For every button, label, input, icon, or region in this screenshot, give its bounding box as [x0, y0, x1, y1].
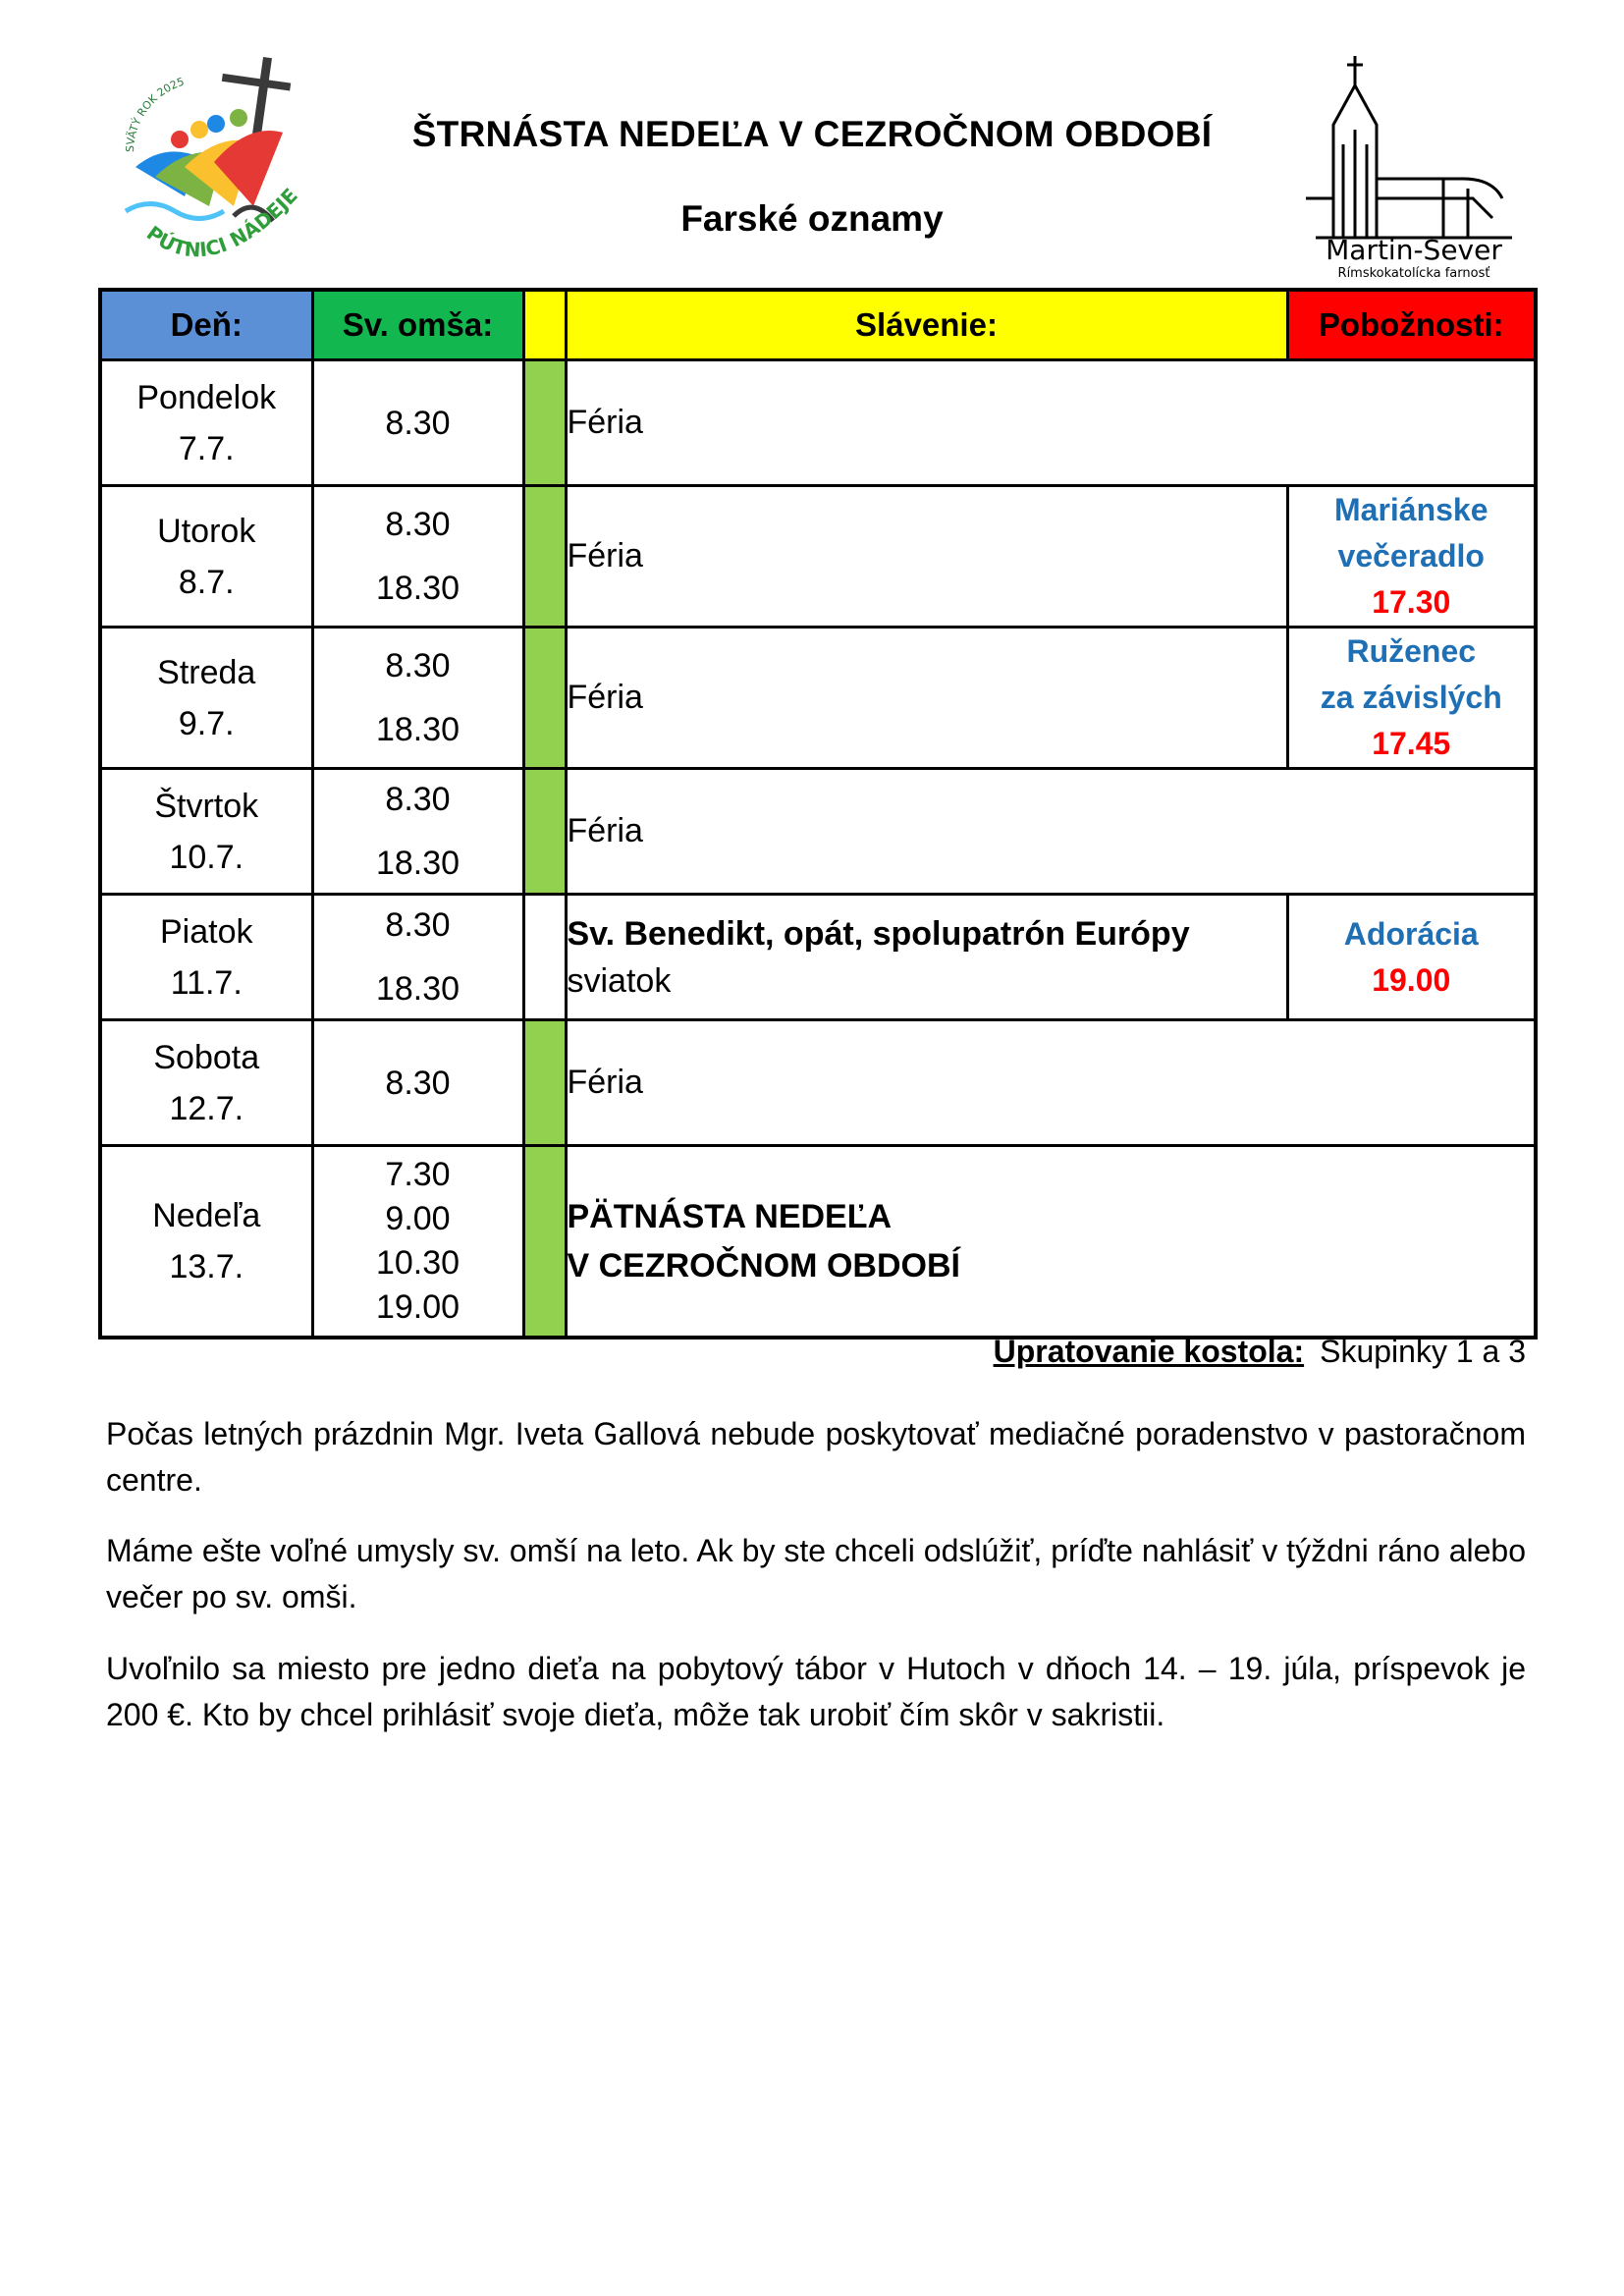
celebration-title: PÄTNÁSTA NEDEĽA — [567, 1197, 893, 1235]
day-name: Sobota — [153, 1038, 260, 1076]
celebration-cell: Féria — [566, 486, 1287, 628]
day-cell — [100, 360, 312, 486]
church-cleaning-note — [994, 1334, 1526, 1370]
mass-time: 8.30 — [385, 505, 451, 543]
mass-time: 8.30 — [385, 1064, 451, 1102]
header-devotions: Pobožnosti: — [1287, 290, 1536, 360]
devotion-time: 17.45 — [1372, 726, 1451, 761]
mass-time: 18.30 — [375, 969, 460, 1008]
mass-time: 7.30 — [385, 1155, 451, 1193]
announcement-paragraph: Počas letných prázdnin Mgr. Iveta Gallová nebude poskytovať mediačné poradenstvo v pastoračnom centre. — [106, 1416, 1526, 1498]
devotion-name: večeradlo — [1337, 538, 1485, 574]
cleaning-value: Skupinky 1 a 3 — [1320, 1334, 1526, 1369]
day-name: Piatok — [160, 912, 253, 951]
mass-cell — [312, 769, 523, 895]
day-date: 13.7. — [169, 1247, 244, 1285]
day-date: 7.7. — [178, 429, 235, 467]
mass-time: 10.30 — [375, 1243, 460, 1282]
devotion-time: 19.00 — [1372, 961, 1451, 998]
devotion-cell — [1287, 628, 1536, 769]
day-cell — [100, 628, 312, 769]
day-cell — [100, 486, 312, 628]
devotion-name: Mariánske — [1333, 492, 1489, 527]
jubilee-2025-logo — [106, 49, 332, 275]
devotion-cell — [1287, 895, 1536, 1020]
day-date: 8.7. — [178, 563, 235, 601]
liturgical-color-bar — [523, 1020, 566, 1146]
day-name: Streda — [157, 653, 256, 691]
mass-time: 19.00 — [375, 1287, 460, 1326]
day-name: Nedeľa — [152, 1196, 261, 1234]
logo-motto-text: PÚTNICI NÁDEJE — [141, 183, 302, 262]
celebration-rank: sviatok — [567, 961, 672, 1000]
table-row — [100, 769, 1536, 895]
mass-time: 8.30 — [385, 646, 451, 684]
day-name: Štvrtok — [154, 787, 259, 825]
celebration-cell: Féria — [566, 769, 1536, 895]
liturgical-color-bar — [523, 486, 566, 628]
day-date: 12.7. — [169, 1089, 244, 1127]
devotion-name: Ruženec — [1346, 633, 1477, 669]
header-celebration: Slávenie: — [566, 290, 1287, 360]
header-spacer — [523, 290, 566, 360]
celebration-cell: Féria — [566, 628, 1287, 769]
cleaning-label: Upratovanie kostola: — [993, 1334, 1305, 1369]
day-name: Utorok — [157, 512, 256, 550]
announcement-paragraph: Máme ešte voľné umysly sv. omší na leto. Ak by ste chceli odslúžiť, príďte nahlásiť v týždni ráno alebo večer po sv. omši. — [106, 1533, 1526, 1614]
devotion-time: 17.30 — [1372, 584, 1451, 620]
mass-cell — [312, 360, 523, 486]
celebration-cell — [566, 1146, 1536, 1338]
schedule-table — [98, 288, 1538, 1339]
liturgical-color-bar — [523, 628, 566, 769]
page-subtitle: Farské oznamy — [680, 198, 944, 239]
day-cell — [100, 895, 312, 1020]
day-date: 9.7. — [178, 704, 235, 742]
mass-cell — [312, 1020, 523, 1146]
table-row — [100, 628, 1536, 769]
parish-logo — [1296, 51, 1532, 282]
table-row — [100, 1146, 1536, 1338]
header-day: Deň: — [100, 290, 312, 360]
day-cell — [100, 769, 312, 895]
mass-time: 18.30 — [375, 569, 460, 607]
table-row — [100, 360, 1536, 486]
mass-time: 8.30 — [385, 404, 451, 442]
mass-time: 18.30 — [375, 844, 460, 882]
devotion-name: Adorácia — [1343, 915, 1479, 952]
mass-time: 8.30 — [385, 905, 451, 944]
table-row — [100, 1020, 1536, 1146]
parish-logo-subtitle: Rímskokatolícka farnosť — [1337, 266, 1490, 281]
day-cell — [100, 1020, 312, 1146]
liturgical-color-bar — [523, 769, 566, 895]
day-date: 11.7. — [170, 963, 243, 1002]
header-mass: Sv. omša: — [312, 290, 523, 360]
table-header-row — [100, 290, 1536, 360]
liturgical-color-bar — [523, 1146, 566, 1338]
mass-cell — [312, 1146, 523, 1338]
devotion-name: za závislých — [1320, 680, 1502, 715]
mass-time: 9.00 — [385, 1199, 451, 1237]
liturgical-color-bar — [523, 895, 566, 1020]
mass-time: 18.30 — [375, 710, 460, 748]
parish-logo-name: Martin-Sever — [1326, 234, 1502, 266]
celebration-cell: Féria — [566, 360, 1536, 486]
devotion-cell — [1287, 486, 1536, 628]
table-row — [100, 486, 1536, 628]
celebration-cell: Féria — [566, 1020, 1536, 1146]
mass-cell — [312, 628, 523, 769]
day-date: 10.7. — [169, 838, 244, 876]
celebration-cell — [566, 895, 1287, 1020]
mass-cell — [312, 895, 523, 1020]
day-name: Pondelok — [136, 378, 277, 416]
page-title: ŠTRNÁSTA NEDEĽA V CEZROČNOM OBDOBÍ — [411, 114, 1213, 154]
announcement-paragraph: Uvoľnilo sa miesto pre jedno dieťa na pobytový tábor v Hutoch v dňoch 14. – 19. júla, príspevok je 200 €. Kto by chcel prihlásiť svoje dieťa, môže tak urobiť čím skôr v sakristii. — [106, 1651, 1526, 1732]
celebration-title: Sv. Benedikt, opát, spolupatrón Európy — [567, 914, 1190, 953]
mass-time: 8.30 — [385, 780, 451, 818]
mass-cell — [312, 486, 523, 628]
celebration-title: V CEZROČNOM OBDOBÍ — [567, 1246, 960, 1285]
liturgical-color-bar — [523, 360, 566, 486]
logo-arc-text: SVÄTÝ ROK 2025 — [123, 75, 187, 153]
table-row — [100, 895, 1536, 1020]
day-cell — [100, 1146, 312, 1338]
